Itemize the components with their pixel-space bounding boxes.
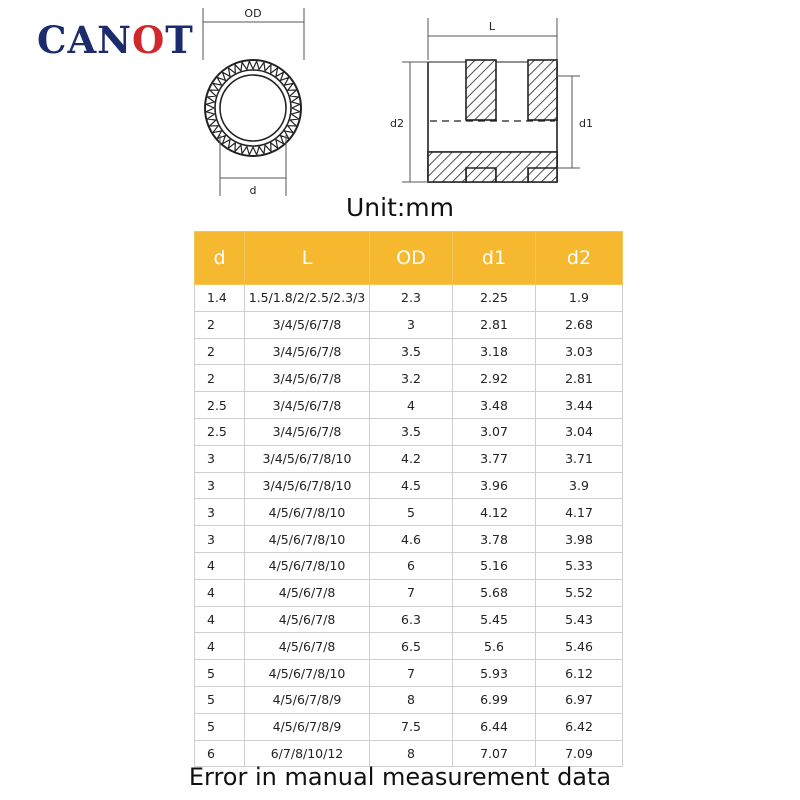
technical-diagrams [0,0,800,200]
cell-d1: 5.45 [453,606,536,633]
cell-d: 5 [195,660,245,687]
cell-d2: 2.68 [536,311,623,338]
cell-d1: 5.16 [453,552,536,579]
top-view-diagram [203,7,304,197]
cell-l: 4/5/6/7/8 [245,633,370,660]
table-row [195,392,623,419]
cell-d1: 3.78 [453,526,536,553]
table-row [195,686,623,713]
cell-d1: 6.99 [453,686,536,713]
cell-d: 2.5 [195,418,245,445]
cell-l: 3/4/5/6/7/8/10 [245,445,370,472]
cell-d2: 1.9 [536,285,623,312]
cell-d2: 3.04 [536,418,623,445]
d-label: d [249,184,257,197]
dimension-table [194,231,623,767]
cell-d1: 3.48 [453,392,536,419]
cell-d2: 3.44 [536,392,623,419]
unit-label: Unit:mm [345,193,455,222]
cell-od: 8 [370,686,453,713]
header-od: OD [370,232,453,285]
l-label: L [488,20,496,33]
cell-od: 8 [370,740,453,767]
cell-d1: 7.07 [453,740,536,767]
cell-d2: 5.33 [536,552,623,579]
cell-d: 5 [195,713,245,740]
cell-od: 3.2 [370,365,453,392]
cell-d1: 6.44 [453,713,536,740]
cell-l: 3/4/5/6/7/8 [245,311,370,338]
header-l: L [245,232,370,285]
header-d2: d2 [536,232,623,285]
table-row [195,445,623,472]
cell-d1: 3.07 [453,418,536,445]
table-row [195,499,623,526]
cell-l: 4/5/6/7/8/10 [245,660,370,687]
cell-d2: 3.9 [536,472,623,499]
cell-d2: 3.03 [536,338,623,365]
cell-d: 4 [195,633,245,660]
cell-d: 2 [195,338,245,365]
cell-d1: 5.68 [453,579,536,606]
cell-d1: 4.12 [453,499,536,526]
header-d1: d1 [453,232,536,285]
d1-label: d1 [579,117,593,130]
cell-d: 4 [195,579,245,606]
cell-d: 3 [195,472,245,499]
table-row [195,579,623,606]
cell-od: 4.2 [370,445,453,472]
cell-d: 2 [195,365,245,392]
cell-d2: 5.43 [536,606,623,633]
cell-d1: 5.93 [453,660,536,687]
table-row [195,338,623,365]
cell-od: 5 [370,499,453,526]
cell-od: 3.5 [370,418,453,445]
cell-d2: 6.12 [536,660,623,687]
footer-note: Error in manual measurement data [188,763,612,791]
cell-l: 1.5/1.8/2/2.5/2.3/3 [245,285,370,312]
table-row [195,526,623,553]
cell-d: 4 [195,552,245,579]
cell-od: 6 [370,552,453,579]
cell-d: 2.5 [195,392,245,419]
cell-d: 3 [195,445,245,472]
cell-od: 7 [370,579,453,606]
table-row [195,552,623,579]
cell-d: 6 [195,740,245,767]
cell-d1: 2.25 [453,285,536,312]
cell-d2: 3.98 [536,526,623,553]
cell-l: 3/4/5/6/7/8 [245,338,370,365]
cell-l: 4/5/6/7/8/10 [245,552,370,579]
cell-l: 3/4/5/6/7/8 [245,418,370,445]
cell-d1: 5.6 [453,633,536,660]
table-row [195,418,623,445]
cell-d2: 7.09 [536,740,623,767]
cell-d1: 3.96 [453,472,536,499]
cell-d2: 6.97 [536,686,623,713]
cell-d2: 6.42 [536,713,623,740]
cell-l: 3/4/5/6/7/8 [245,365,370,392]
brand-logo: CANOT [37,18,194,62]
table-row [195,472,623,499]
table-header-row [195,232,623,285]
cell-d2: 5.46 [536,633,623,660]
cell-od: 2.3 [370,285,453,312]
cell-d2: 5.52 [536,579,623,606]
cell-l: 3/4/5/6/7/8/10 [245,472,370,499]
cell-l: 4/5/6/7/8 [245,606,370,633]
cell-od: 3.5 [370,338,453,365]
od-label: OD [244,7,262,20]
table-row [195,713,623,740]
cell-od: 6.5 [370,633,453,660]
cell-d2: 3.71 [536,445,623,472]
cell-d1: 3.18 [453,338,536,365]
table-row [195,311,623,338]
table-body [195,285,623,767]
cell-d2: 4.17 [536,499,623,526]
cell-od: 7.5 [370,713,453,740]
cell-od: 4 [370,392,453,419]
cell-l: 4/5/6/7/8/9 [245,713,370,740]
cell-l: 4/5/6/7/8/9 [245,686,370,713]
cell-d2: 2.81 [536,365,623,392]
cell-d: 3 [195,526,245,553]
table-row [195,606,623,633]
table-row [195,633,623,660]
cell-od: 4.5 [370,472,453,499]
table-row [195,365,623,392]
cell-l: 6/7/8/10/12 [245,740,370,767]
cell-d: 1.4 [195,285,245,312]
cell-d: 3 [195,499,245,526]
cell-l: 3/4/5/6/7/8 [245,392,370,419]
cell-d: 4 [195,606,245,633]
cell-od: 7 [370,660,453,687]
cell-d: 2 [195,311,245,338]
d2-label: d2 [390,117,404,130]
table-row [195,285,623,312]
header-d: d [195,232,245,285]
cell-d: 5 [195,686,245,713]
cell-d1: 3.77 [453,445,536,472]
cell-od: 3 [370,311,453,338]
side-view-diagram [390,18,593,182]
cell-l: 4/5/6/7/8/10 [245,499,370,526]
cell-l: 4/5/6/7/8/10 [245,526,370,553]
cell-od: 6.3 [370,606,453,633]
cell-d1: 2.81 [453,311,536,338]
cell-od: 4.6 [370,526,453,553]
cell-d1: 2.92 [453,365,536,392]
table-row [195,660,623,687]
cell-l: 4/5/6/7/8 [245,579,370,606]
